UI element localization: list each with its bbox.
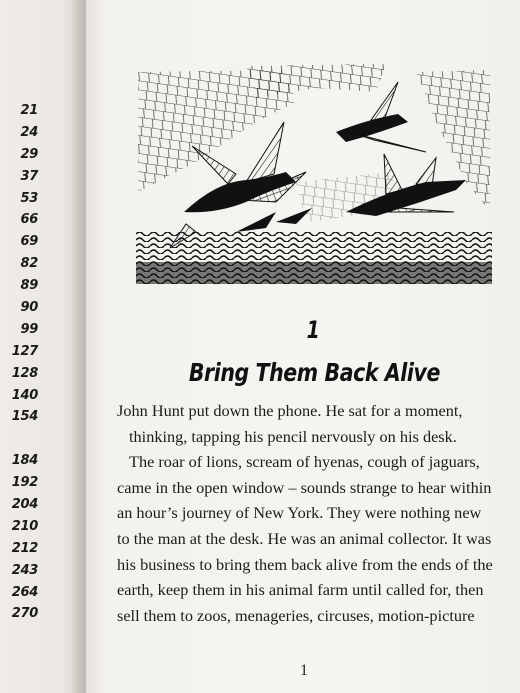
contents-page-number: 140 [11, 387, 38, 403]
contents-page-number: 212 [11, 540, 38, 556]
contents-page-number-list [0, 100, 38, 625]
contents-page-number: 89 [20, 278, 38, 294]
contents-page-number: 128 [11, 365, 38, 381]
body-line-text: The roar of lions, scream of hyenas, cough of jaguars, [129, 452, 480, 472]
sea-shadow [136, 262, 492, 284]
body-line [117, 424, 505, 450]
body-line: an hour’s journey of New York. They were nothing new [117, 503, 482, 523]
contents-page-number: 184 [11, 453, 38, 469]
contents-page-number: 69 [20, 234, 38, 250]
contents-page-number [0, 428, 38, 450]
contents-page-number: 210 [11, 518, 38, 534]
body-line-text: thinking, tapping his pencil nervously on his desk. [129, 426, 457, 446]
contents-page-number: 243 [11, 562, 38, 578]
body-line: John Hunt put down the phone. He sat for a moment, [117, 401, 463, 420]
flying-fish [336, 82, 426, 152]
flying-fish-illustration [136, 62, 492, 284]
contents-page-number: 37 [20, 168, 38, 184]
contents-page-number: 21 [20, 103, 38, 118]
contents-page-number: 270 [11, 606, 38, 622]
contents-page-number: 29 [20, 146, 38, 162]
book-spine-shadow [70, 0, 86, 693]
contents-page-number: 204 [11, 497, 38, 513]
body-line: to the man at the desk. He was an animal collector. It was [117, 528, 492, 548]
contents-page-number: 192 [11, 475, 38, 491]
contents-page-number: 154 [11, 409, 38, 425]
chapter-number: 1 [306, 316, 320, 344]
body-line: sell them to zoos, menageries, circuses, motion-picture [117, 605, 475, 625]
chapter-body-text [117, 398, 505, 628]
contents-page-number: 127 [11, 343, 38, 359]
body-line: earth, keep them in his animal farm until called for, then [117, 580, 484, 600]
contents-page-number: 264 [11, 584, 38, 600]
body-line: his business to bring them back alive from the ends of the [117, 554, 493, 574]
contents-page-number: 90 [20, 300, 38, 316]
body-line [117, 449, 505, 475]
body-line: came in the open window – sounds strange to hear within [117, 477, 492, 497]
contents-page-number: 82 [20, 256, 38, 272]
page-number: 1 [300, 662, 308, 679]
contents-page-number: 99 [20, 321, 38, 337]
contents-page-number: 24 [20, 124, 38, 140]
sky-hatching [246, 64, 386, 98]
contents-page-number: 66 [20, 212, 38, 228]
chapter-title: Bring Them Back Alive [188, 358, 440, 387]
contents-page-number: 53 [20, 190, 38, 206]
